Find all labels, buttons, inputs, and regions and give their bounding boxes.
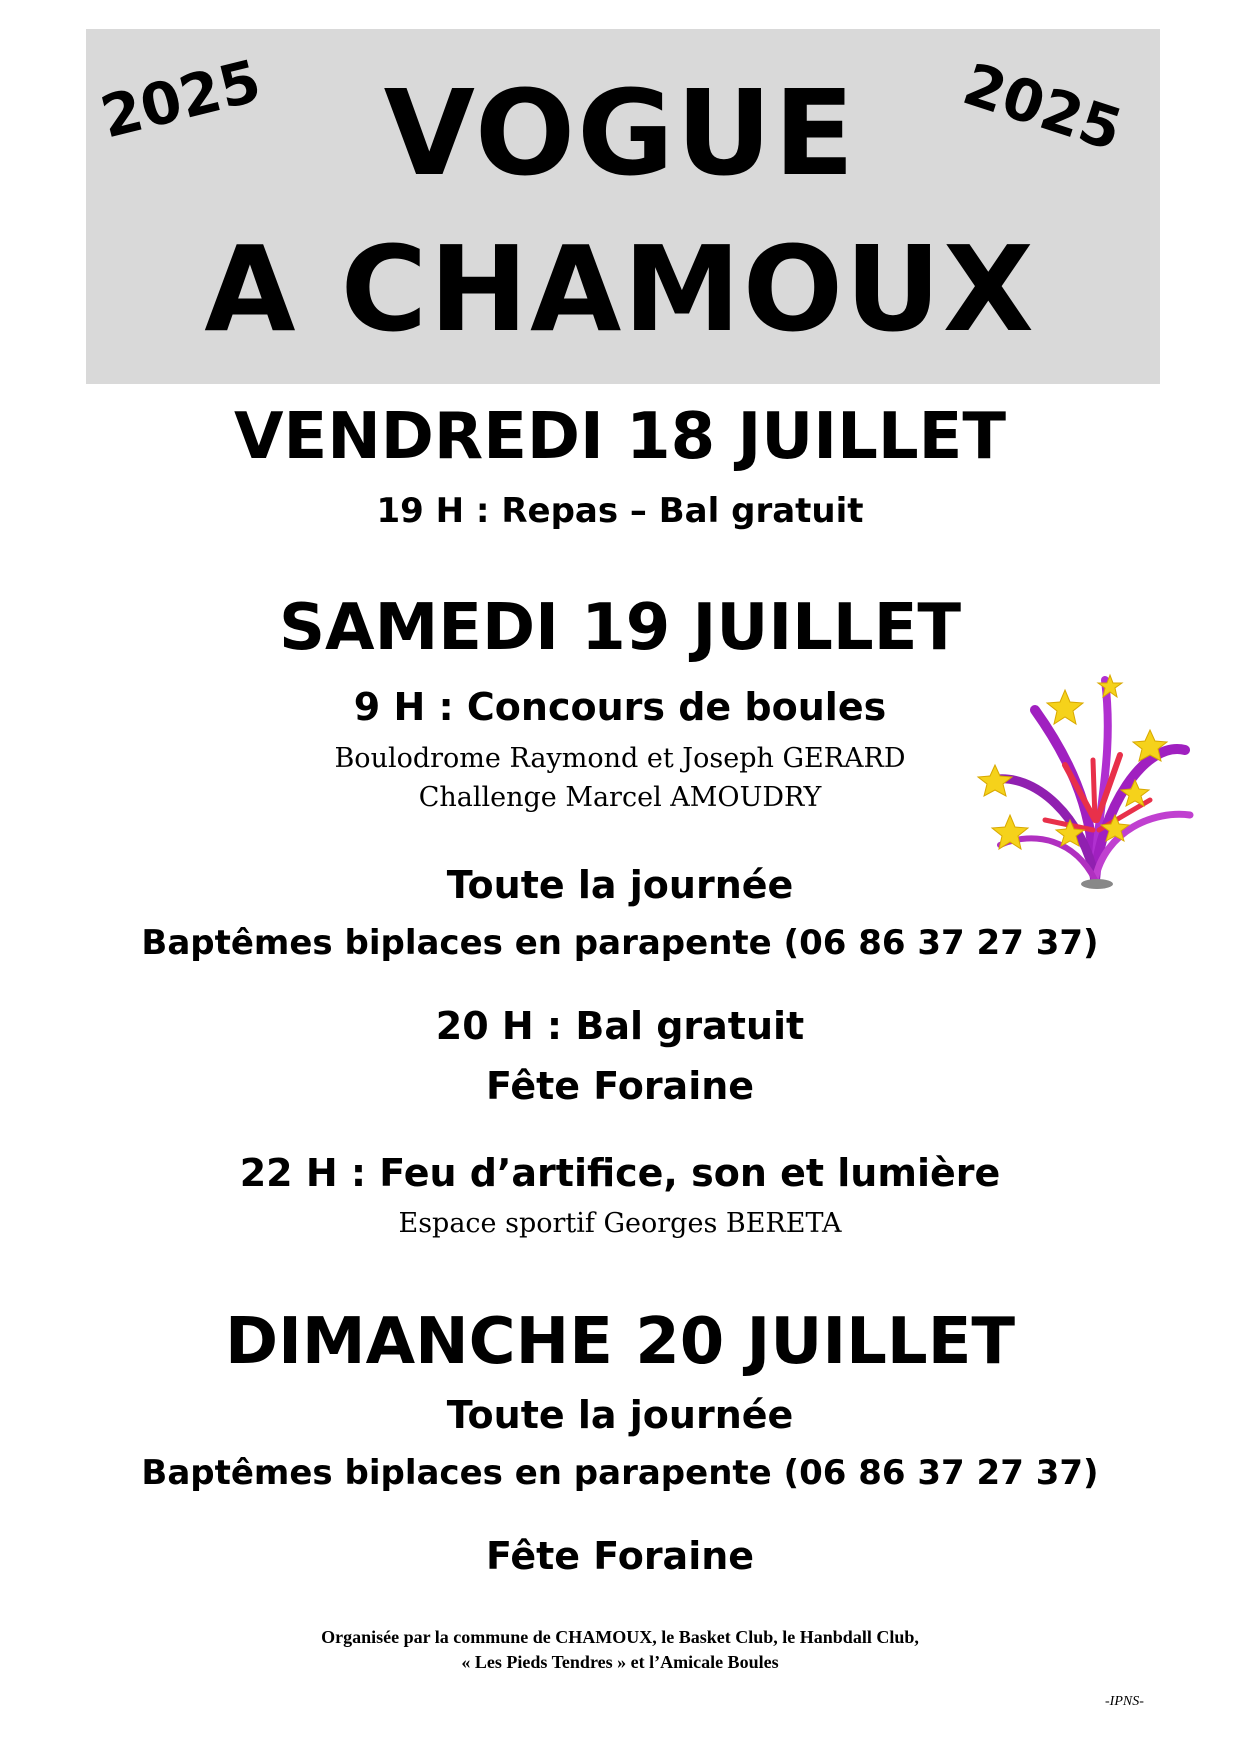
saturday-boules-challenge: Challenge Marcel AMOUDRY (418, 782, 822, 813)
sunday-parapente: Baptêmes biplaces en parapente (06 86 37 27 37) (141, 1453, 1099, 1493)
saturday-bal: 20 H : Bal gratuit (435, 1004, 805, 1048)
title-vogue: VOGUE (383, 64, 857, 202)
saturday-feu: 22 H : Feu d’artifice, son et lumière (239, 1151, 1001, 1195)
saturday-feu-place: Espace sportif Georges BERETA (398, 1208, 842, 1239)
year-left: 2025 (94, 46, 268, 152)
year-right: 2025 (955, 49, 1130, 165)
footer-organizers-line2: « Les Pieds Tendres » et l’Amicale Boules (461, 1652, 779, 1672)
friday-heading: VENDREDI 18 JUILLET (233, 400, 1007, 474)
saturday-allday: Toute la journée (446, 863, 794, 907)
saturday-boules: 9 H : Concours de boules (353, 685, 887, 729)
saturday-boules-place: Boulodrome Raymond et Joseph GERARD (334, 743, 906, 774)
ipns-mark: -IPNS- (1105, 1694, 1144, 1709)
sunday-fete: Fête Foraine (485, 1534, 755, 1578)
friday-event: 19 H : Repas – Bal gratuit (376, 491, 864, 531)
saturday-parapente: Baptêmes biplaces en parapente (06 86 37 27 37) (141, 923, 1099, 963)
sunday-allday: Toute la journée (446, 1393, 794, 1437)
fireworks-icon (975, 670, 1195, 900)
footer-organizers-line1: Organisée par la commune de CHAMOUX, le Basket Club, le Hanbdall Club, (321, 1627, 919, 1647)
title-chamoux: A CHAMOUX (204, 220, 1036, 358)
saturday-fete: Fête Foraine (485, 1064, 755, 1108)
sunday-heading: DIMANCHE 20 JUILLET (224, 1305, 1016, 1379)
saturday-heading: SAMEDI 19 JUILLET (278, 591, 962, 665)
